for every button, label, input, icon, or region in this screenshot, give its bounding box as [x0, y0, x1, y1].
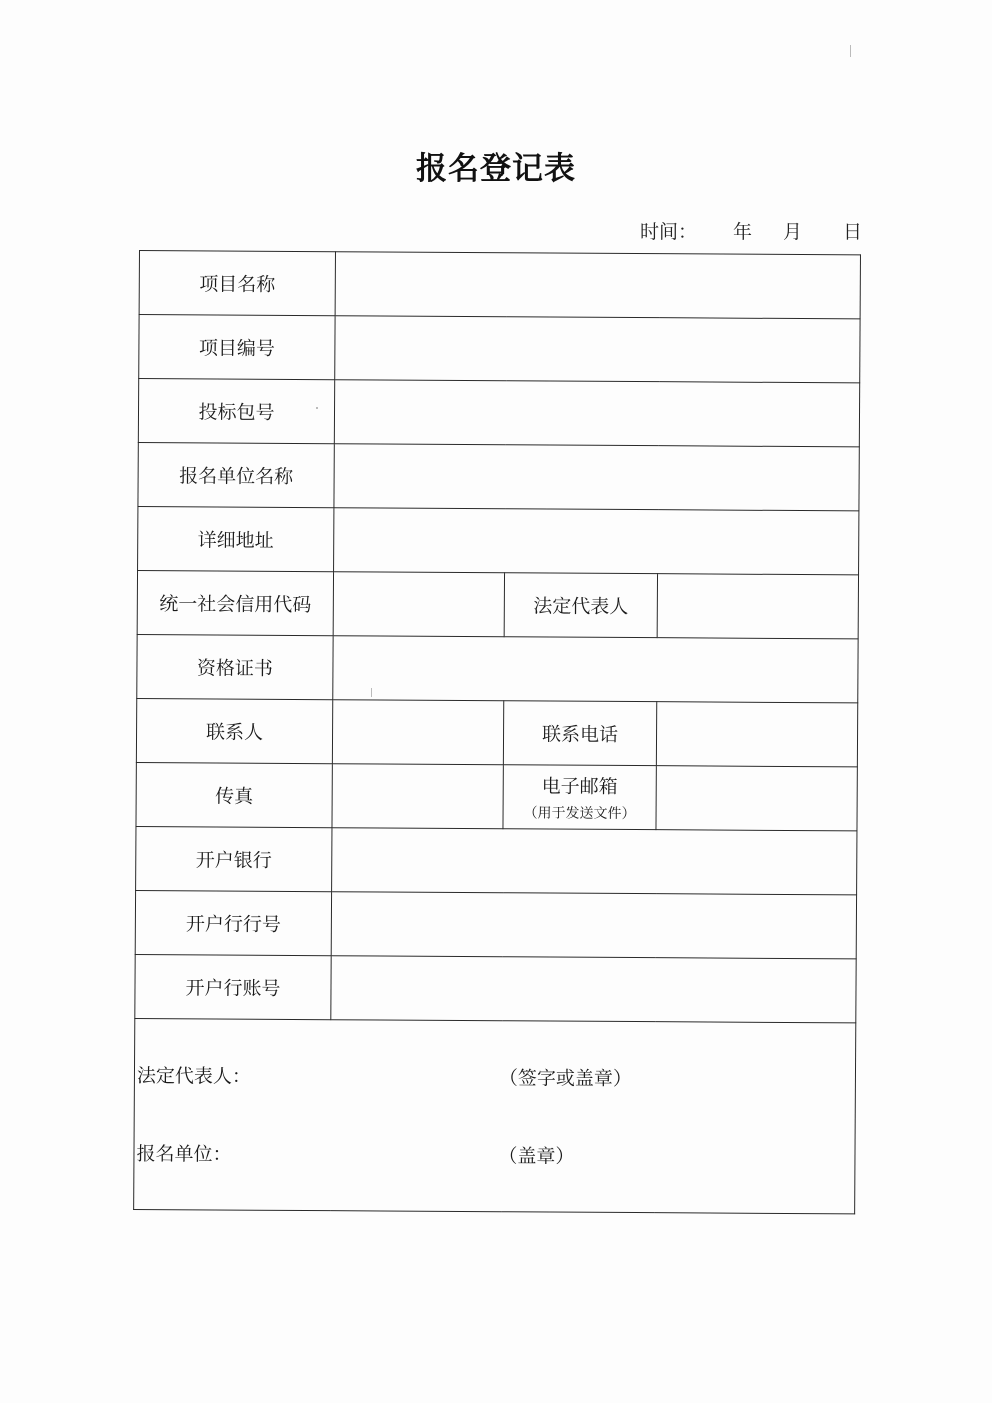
label-email: 电子邮箱 [541, 775, 618, 798]
label-fax: 传真 [136, 762, 332, 827]
table-row [138, 442, 859, 510]
label-credit-code: 统一社会信用代码 [137, 570, 333, 635]
bid-package-field[interactable] [334, 380, 859, 447]
credit-code-field[interactable] [333, 572, 504, 637]
account-no-field[interactable] [331, 956, 856, 1023]
table-row [135, 890, 856, 958]
signature-area[interactable] [134, 1018, 856, 1213]
scan-speck [850, 45, 851, 57]
label-applicant-name: 报名单位名称 [138, 442, 334, 507]
qualification-field[interactable] [333, 636, 858, 703]
table-row [139, 315, 860, 383]
project-name-field[interactable] [335, 252, 860, 319]
date-month-label: 月 [783, 221, 803, 243]
label-bank-code: 开户行行号 [135, 890, 331, 955]
date-year-label: 年 [733, 221, 753, 243]
unit-sign-label: 报名单位： [136, 1143, 232, 1166]
applicant-name-field[interactable] [334, 444, 859, 511]
table-row [135, 954, 856, 1022]
table-row [138, 506, 859, 574]
label-bid-package: 投标包号 [138, 379, 334, 444]
scan-speck [371, 688, 372, 697]
table-row [138, 379, 859, 447]
label-qualification: 资格证书 [137, 634, 333, 699]
phone-field[interactable] [656, 702, 857, 767]
label-project-name: 项目名称 [139, 251, 335, 316]
table-row [136, 826, 857, 894]
page-title: 报名登记表 [416, 151, 576, 187]
email-field[interactable] [656, 766, 857, 831]
signature-row [134, 1018, 856, 1213]
date-line [640, 217, 862, 243]
label-email-note: （用于发送文件） [523, 805, 636, 823]
label-legal-rep: 法定代表人 [504, 573, 657, 638]
registration-table [133, 250, 861, 1214]
legal-rep-sign-label: 法定代表人： [136, 1065, 252, 1088]
legal-rep-field[interactable] [657, 574, 858, 639]
scan-speck [316, 407, 318, 409]
table-row [136, 762, 857, 830]
date-day-label: 日 [843, 221, 863, 243]
table-row [139, 251, 860, 319]
fax-field[interactable] [332, 764, 503, 829]
label-email-cell [503, 765, 656, 830]
contact-field[interactable] [332, 700, 503, 765]
table-row [136, 698, 857, 766]
label-project-no: 项目编号 [139, 315, 335, 380]
label-address: 详细地址 [138, 506, 334, 571]
bank-field[interactable] [332, 828, 857, 895]
project-no-field[interactable] [335, 316, 860, 383]
date-label: 时间： [640, 221, 698, 243]
label-phone: 联系电话 [503, 701, 656, 766]
unit-sign-note: （盖章） [498, 1145, 575, 1168]
bank-code-field[interactable] [331, 892, 856, 959]
table-row [137, 634, 858, 702]
label-bank: 开户银行 [136, 826, 332, 891]
legal-rep-sign-note: （签字或盖章） [498, 1067, 633, 1091]
label-contact: 联系人 [136, 698, 332, 763]
label-account-no: 开户行账号 [135, 954, 331, 1019]
table-row [137, 570, 858, 638]
address-field[interactable] [334, 508, 859, 575]
